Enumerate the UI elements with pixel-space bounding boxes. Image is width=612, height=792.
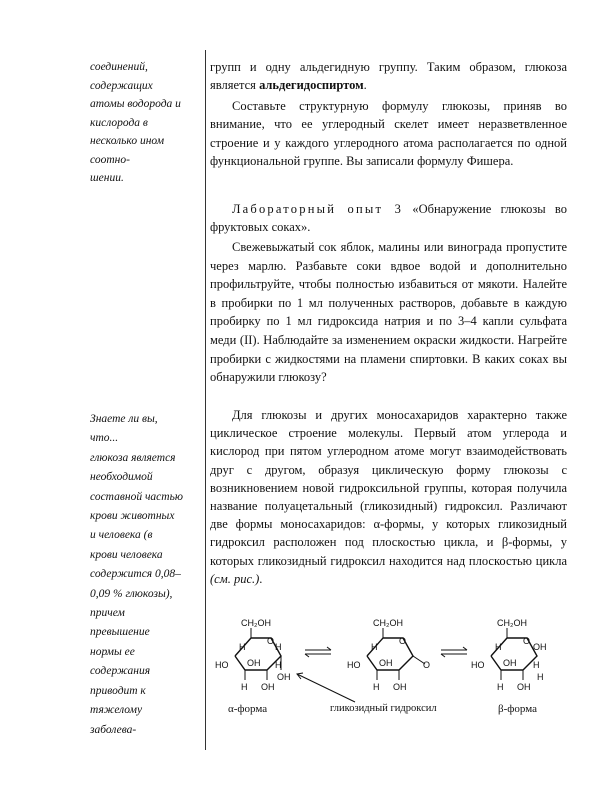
sidebar-line: содержащих [90, 79, 153, 92]
paragraph-cyclic-structure [210, 406, 567, 588]
sidebar-line: шении. [90, 172, 124, 184]
open-chain-glucose-structure [347, 618, 430, 692]
lab-title: «Обнаружение глюкозы во фруктовых соках». [210, 202, 567, 235]
column-divider [205, 50, 206, 750]
caption-glycosidic-hydroxyl: гликозидный гидроксил [330, 703, 437, 714]
sidebar-line: несколько ином [90, 135, 165, 147]
sidebar-did-you-know [90, 410, 202, 740]
sidebar-top-note [90, 58, 202, 188]
sidebar-line: глюкоза является [90, 451, 176, 464]
caption-alpha-form: α-форма [228, 703, 268, 715]
equilibrium-arrow [305, 647, 331, 657]
paragraph-text: групп и одну альдегидную группу. Таким образом, глюкоза является [210, 60, 567, 93]
punctuation: . [259, 571, 263, 586]
ch2oh-label: CH₂OH [497, 618, 527, 628]
sidebar-line: что... [90, 432, 119, 445]
oh-label: OH [261, 682, 275, 692]
oh-label: OH [277, 672, 291, 682]
sidebar-line: крови животных [90, 510, 175, 523]
sidebar-line: приводит к [90, 684, 146, 697]
ho-label: HO [347, 660, 361, 670]
sidebar-line: необходимой [90, 471, 153, 484]
paragraph-text: Для глюкозы и других моносахаридов характерно также циклическое строение молекулы. Первый атом углерода и кислород при пятом углеродном атоме могут взаимодействовать друг с другом, образуя циклическую форму глюкозы с возникновением новой гидроксильной группы, которая получила название полуацетальный (гликозидный) гидроксил. Различают две формы моносахаридов: α-формы, у которых гликозидный гидроксил расположен под плоскостью цикла, и β-формы, у которых гликозидный гидроксил находится над плоскостью цикла [210, 408, 567, 568]
oh-label: OH [393, 682, 407, 692]
sidebar-line: Знаете ли вы, [90, 413, 158, 425]
punctuation: . [363, 78, 367, 93]
h-label: H [373, 682, 380, 692]
sidebar-line: атомы водорода и [90, 98, 181, 110]
h-label: H [239, 642, 246, 652]
sidebar-line: причем [90, 607, 125, 620]
sidebar-line: кислорода в [90, 116, 148, 129]
paragraph-lab-procedure: Свежевыжатый сок яблок, малины или винограда пропустите через марлю. Разбавьте соки вдвое водой и дополнительно профильтруйте, чтобы полностью избавиться от мякоти. Налейте в пробирки по 1 мл полученных растворов, добавьте в каждую пробирку по 1 мл гидроксида натрия и по 3–4 капли сульфата меди (II). Наблюдайте за изменением окраски жидкости. Нагрейте пробирки с жидкостями на пламени спиртовки. В каких соках вы обнаружили глюкозу? [210, 240, 567, 385]
aldehyde-o-label: O [423, 660, 431, 670]
ho-label: HO [215, 660, 229, 670]
beta-glucose-structure [471, 618, 547, 692]
sidebar-line: содержится 0,08– [90, 568, 181, 581]
h-label: H [537, 672, 544, 682]
ho-label: HO [471, 660, 485, 670]
sidebar-line: 0,09 % глюкозы), [90, 587, 173, 600]
oh-label: OH [533, 642, 547, 652]
sidebar-line: содержания [90, 665, 151, 678]
figure-reference: (см. рис.) [210, 571, 260, 586]
ring-oxygen-label: O [523, 636, 531, 646]
ch2oh-label: CH₂OH [241, 618, 271, 628]
oh-label: OH [517, 682, 531, 692]
alpha-glucose-structure [215, 618, 291, 692]
sidebar-line: заболева- [90, 723, 137, 736]
sidebar-line: и человека (в [90, 529, 153, 542]
oh-label: OH [503, 658, 517, 668]
ring-oxygen-label: O [399, 636, 407, 646]
h-label: H [497, 682, 504, 692]
lab-label: Лабораторный опыт 3 [232, 202, 404, 216]
sidebar-line: соотно- [90, 153, 130, 166]
paragraph-fischer-task: Составьте структурную формулу глюкозы, приняв во внимание, что ее углеродный скелет имеет неразветвленное строение и у каждого углеродного атома располагается по одной функциональной группе. Вы записали формулу Фишера. [210, 98, 567, 169]
ring-oxygen-label: O [267, 636, 275, 646]
h-label: H [241, 682, 248, 692]
sidebar-line: нормы ее [90, 645, 135, 658]
glycosidic-pointer-arrow [297, 673, 355, 702]
lab-experiment-heading [210, 200, 567, 237]
equilibrium-arrow [441, 647, 467, 657]
sidebar-line: крови человека [90, 548, 163, 561]
sidebar-line: превышение [90, 626, 150, 639]
oh-label: OH [247, 658, 261, 668]
h-label: H [275, 642, 282, 652]
paragraph-aldehyde-alcohol [210, 58, 567, 170]
sidebar-line: тяжелому [90, 704, 143, 717]
h-label: H [533, 660, 540, 670]
sidebar-line: соединений, [90, 61, 148, 73]
sidebar-line: составной частью [90, 490, 183, 503]
ch2oh-label: CH₂OH [373, 618, 403, 628]
term-aldehyde-alcohol: альдегидоспиртом [259, 78, 364, 93]
h-label: H [275, 660, 282, 670]
h-label: H [495, 642, 502, 652]
oh-label: OH [379, 658, 393, 668]
h-label: H [371, 642, 378, 652]
caption-beta-form: β-форма [498, 703, 537, 715]
